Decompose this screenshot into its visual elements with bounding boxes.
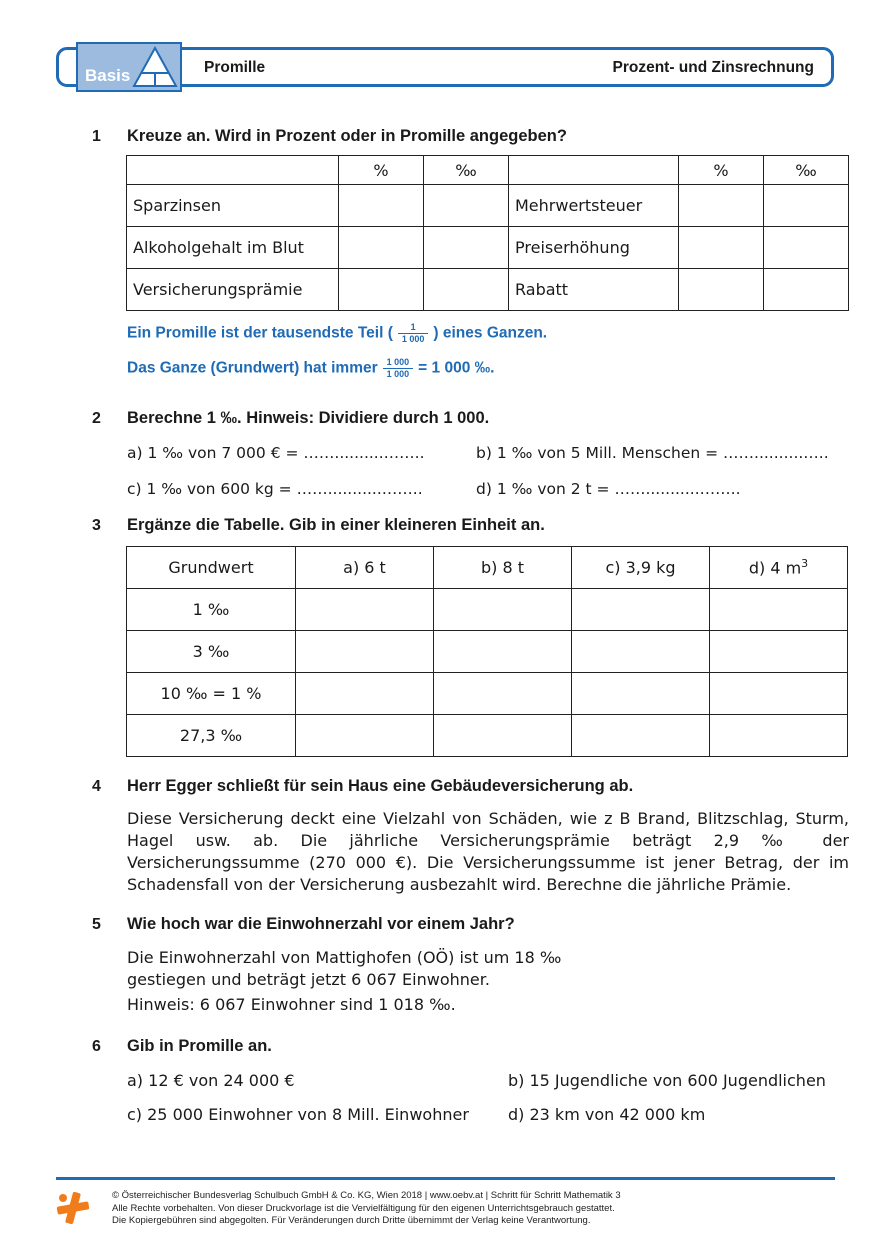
row-label: Preiserhöhung [509, 227, 679, 269]
task6-title: Gib in Promille an. [127, 1037, 272, 1055]
checkbox-cell[interactable] [679, 227, 764, 269]
table-row [127, 269, 849, 311]
table-row [127, 185, 849, 227]
task5-line2: gestiegen und beträgt jetzt 6 067 Einwohner. [127, 970, 490, 989]
header-col-d-exponent: 3 [801, 557, 809, 571]
task6-item-c: c) 25 000 Einwohner von 8 Mill. Einwohner [127, 1105, 469, 1124]
checkbox-cell[interactable] [679, 269, 764, 311]
footer-line2: Alle Rechte vorbehalten. Von dieser Druckvorlage ist die Vervielfältigung für den eigenen Unterrichtsgebrauch gestattet. [112, 1202, 615, 1214]
checkbox-cell[interactable] [764, 185, 849, 227]
header-empty-cell [509, 156, 679, 185]
task1-number: 1 [92, 128, 101, 145]
table-row [127, 589, 848, 631]
row-label: Mehrwertsteuer [509, 185, 679, 227]
answer-cell[interactable] [572, 715, 710, 757]
task3-number: 3 [92, 517, 101, 534]
table-row [127, 715, 848, 757]
task2-title: Berechne 1 ‰. Hinweis: Dividiere durch 1 000. [127, 409, 490, 427]
checkbox-cell[interactable] [764, 227, 849, 269]
row-label: 1 ‰ [127, 589, 296, 631]
header-permille: ‰ [424, 156, 509, 185]
task2-item-a[interactable]: a) 1 ‰ von 7 000 € = ……..........…….. [127, 444, 425, 462]
answer-cell[interactable] [296, 673, 434, 715]
answer-cell[interactable] [572, 673, 710, 715]
header-col-d-text: d) 4 m [748, 558, 802, 578]
header-col-c: c) 3,9 kg [572, 547, 710, 589]
header-col-d [710, 547, 848, 589]
task3-title: Ergänze die Tabelle. Gib in einer kleineren Einheit an. [127, 516, 545, 534]
fraction-numerator: 1 [398, 322, 429, 334]
task5-number: 5 [92, 916, 101, 933]
triangle-logo-icon [132, 46, 178, 90]
row-label: 3 ‰ [127, 631, 296, 673]
checkbox-cell[interactable] [424, 185, 509, 227]
task1-title: Kreuze an. Wird in Prozent oder in Promille angegeben? [127, 127, 567, 145]
footer-line3: Die Kopiergebühren sind abgegolten. Für Veränderungen durch Dritte übernimmt der Verlag keine Verantwortung. [112, 1215, 591, 1226]
fraction [398, 322, 429, 345]
footer-copyright [112, 1190, 621, 1228]
task5-line1: Die Einwohnerzahl von Mattighofen (OÖ) ist um 18 ‰ [127, 948, 562, 967]
header-percent: % [339, 156, 424, 185]
info2-text-end: = 1 000 ‰. [418, 359, 495, 377]
header-empty-cell [127, 156, 339, 185]
task2-item-c[interactable]: c) 1 ‰ von 600 kg = ……...........…….. [127, 480, 423, 498]
checkbox-cell[interactable] [679, 185, 764, 227]
answer-cell[interactable] [710, 673, 848, 715]
answer-cell[interactable] [434, 631, 572, 673]
answer-cell[interactable] [296, 631, 434, 673]
header-col-b: b) 8 t [434, 547, 572, 589]
task4-text: Diese Versicherung deckt eine Vielzahl von Schäden, wie z B Brand, Blitzschlag, Sturm, Hagel usw. ab. Die jährliche Versicherungsprämie beträgt 2,9 ‰ der Versicherungssumme (270 000 €). Die Versicherungssumme ist jener Betrag, der im Schadensfall von der Versicherung ausbezahlt wird. Berechne die jährliche Prämie. [127, 809, 849, 894]
task4-number: 4 [92, 778, 101, 795]
row-label: Rabatt [509, 269, 679, 311]
task2-number: 2 [92, 410, 101, 427]
header-col-a: a) 6 t [296, 547, 434, 589]
row-label: Alkoholgehalt im Blut [127, 227, 339, 269]
task5-title: Wie hoch war die Einwohnerzahl vor einem Jahr? [127, 915, 515, 933]
header-topic: Promille [204, 59, 266, 76]
info-whole-definition [127, 357, 494, 380]
checkbox-cell[interactable] [339, 227, 424, 269]
footer-line1: © Österreichischer Bundesverlag Schulbuch GmbH & Co. KG, Wien 2018 | www.oebv.at | Schritt für Schritt Mathematik 3 [112, 1190, 621, 1201]
table-row [127, 673, 848, 715]
info-permille-definition [127, 322, 547, 345]
checkbox-cell[interactable] [424, 227, 509, 269]
header-grundwert: Grundwert [127, 547, 296, 589]
table-header-row [127, 156, 849, 185]
answer-cell[interactable] [710, 589, 848, 631]
task4-title: Herr Egger schließt für sein Haus eine Gebäudeversicherung ab. [127, 777, 634, 795]
answer-cell[interactable] [296, 589, 434, 631]
checkbox-cell[interactable] [424, 269, 509, 311]
task6-number: 6 [92, 1038, 101, 1055]
task6-item-d: d) 23 km von 42 000 km [508, 1105, 706, 1124]
task6-item-b: b) 15 Jugendliche von 600 Jugendlichen [508, 1071, 826, 1090]
header-permille: ‰ [764, 156, 849, 185]
answer-cell[interactable] [572, 589, 710, 631]
checkbox-cell[interactable] [339, 185, 424, 227]
fraction-numerator: 1 000 [383, 357, 414, 369]
task6-item-a: a) 12 € von 24 000 € [127, 1071, 295, 1090]
row-label: 10 ‰ = 1 % [127, 673, 296, 715]
table-row [127, 631, 848, 673]
publisher-logo-icon [55, 1190, 91, 1226]
task2-item-b[interactable]: b) 1 ‰ von 5 Mill. Menschen = ……..........….. [476, 444, 829, 462]
task1-table [126, 155, 849, 311]
answer-cell[interactable] [434, 715, 572, 757]
fraction [383, 357, 414, 380]
answer-cell[interactable] [434, 673, 572, 715]
row-label: Versicherungsprämie [127, 269, 339, 311]
task3-table [126, 546, 848, 757]
task2-item-d[interactable]: d) 1 ‰ von 2 t = ……...........…….. [476, 480, 741, 498]
fraction-denominator: 1 000 [386, 369, 410, 379]
footer-rule [56, 1177, 835, 1180]
table-row [127, 227, 849, 269]
answer-cell[interactable] [434, 589, 572, 631]
checkbox-cell[interactable] [764, 269, 849, 311]
info1-text: Ein Promille ist der tausendste Teil ( [127, 324, 393, 342]
answer-cell[interactable] [572, 631, 710, 673]
header-chapter: Prozent- und Zinsrechnung [612, 59, 814, 76]
row-label: Sparzinsen [127, 185, 339, 227]
info1-text-end: ) eines Ganzen. [433, 324, 548, 342]
answer-cell[interactable] [710, 631, 848, 673]
basis-logo [76, 42, 182, 92]
info2-text: Das Ganze (Grundwert) hat immer [127, 359, 378, 377]
header-percent: % [679, 156, 764, 185]
checkbox-cell[interactable] [339, 269, 424, 311]
fraction-denominator: 1 000 [401, 334, 425, 344]
logo-text: Basis [85, 66, 131, 85]
answer-cell[interactable] [296, 715, 434, 757]
table-header-row [127, 547, 848, 589]
row-label: 27,3 ‰ [127, 715, 296, 757]
task5-hint: Hinweis: 6 067 Einwohner sind 1 018 ‰. [127, 995, 456, 1014]
answer-cell[interactable] [710, 715, 848, 757]
